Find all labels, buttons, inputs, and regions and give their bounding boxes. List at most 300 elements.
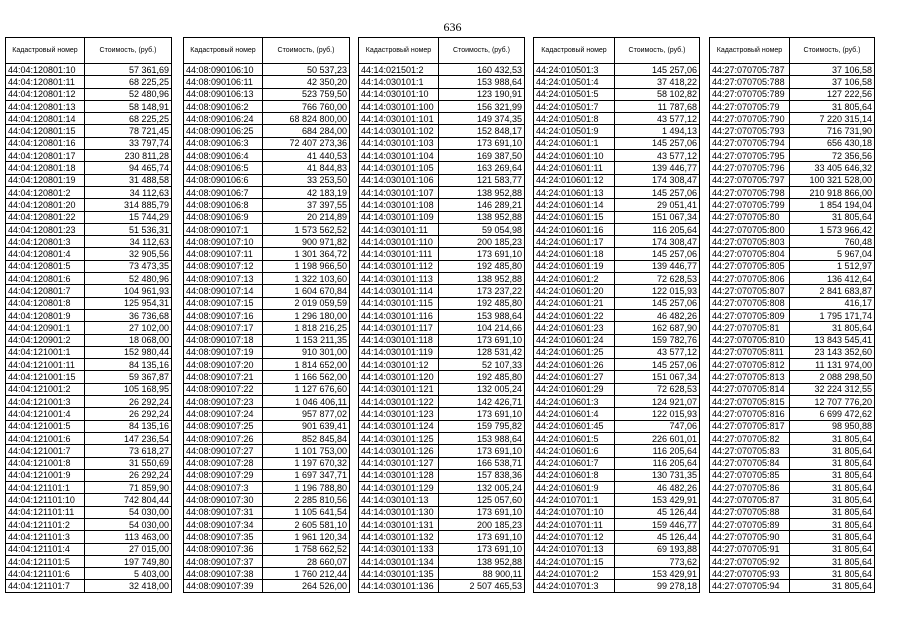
table-row xyxy=(534,64,700,76)
cadastral-number-cell: 44:08:090107:38 xyxy=(184,568,263,580)
cadastral-number-cell: 44:08:090107:16 xyxy=(184,309,263,321)
table-row xyxy=(710,432,875,444)
cadastral-number-cell: 44:14:030101:126 xyxy=(359,445,439,457)
table-row xyxy=(359,580,525,592)
table-header-row xyxy=(710,38,875,64)
table-row xyxy=(6,580,172,592)
table-row xyxy=(6,322,172,334)
cost-cell: 200 185,23 xyxy=(439,518,525,530)
table-row xyxy=(184,297,350,309)
cadastral-number-cell: 44:27:070705:795 xyxy=(710,150,790,162)
table-row xyxy=(534,137,700,149)
cost-cell: 31 805,64 xyxy=(790,580,875,592)
cadastral-number-cell: 44:14:030101:101 xyxy=(359,113,439,125)
cadastral-number-cell: 44:24:010701:15 xyxy=(534,555,615,567)
cost-cell: 151 067,34 xyxy=(615,371,700,383)
cost-cell: 2 285 810,56 xyxy=(263,494,350,506)
cost-cell: 2 088 298,50 xyxy=(790,371,875,383)
table-row xyxy=(6,76,172,88)
cost-cell: 1 512,97 xyxy=(790,260,875,272)
cadastral-number-cell: 44:24:010601:23 xyxy=(534,322,615,334)
cost-cell: 153 988,64 xyxy=(439,432,525,444)
cadastral-number-cell: 44:24:010601:22 xyxy=(534,309,615,321)
cadastral-number-cell: 44:08:090107:17 xyxy=(184,322,263,334)
cadastral-number-cell: 44:24:010601:5 xyxy=(534,432,615,444)
table-row xyxy=(6,383,172,395)
cost-cell: 127 222,56 xyxy=(790,88,875,100)
cost-cell: 1 046 406,11 xyxy=(263,396,350,408)
cadastral-number-header: Кадастровый номер xyxy=(359,38,439,64)
cost-cell: 2 605 581,10 xyxy=(263,518,350,530)
cadastral-number-cell: 44:08:090106:7 xyxy=(184,186,263,198)
cadastral-number-cell: 44:14:030101:103 xyxy=(359,137,439,149)
cadastral-number-cell: 44:24:010601:21 xyxy=(534,297,615,309)
cost-cell: 7 220 315,14 xyxy=(790,113,875,125)
cadastral-number-cell: 44:27:070705:82 xyxy=(710,432,790,444)
cost-cell: 45 126,44 xyxy=(615,506,700,518)
cost-cell: 147 236,54 xyxy=(85,432,172,444)
table-row xyxy=(6,113,172,125)
cadastral-number-cell: 44:14:030101:129 xyxy=(359,482,439,494)
table-row xyxy=(184,174,350,186)
cost-cell: 153 429,91 xyxy=(615,568,700,580)
table-row xyxy=(534,543,700,555)
table-row xyxy=(6,359,172,371)
cost-cell: 142 426,71 xyxy=(439,396,525,408)
cadastral-number-cell: 44:08:090107:15 xyxy=(184,297,263,309)
cost-cell: 88 900,11 xyxy=(439,568,525,580)
cost-cell: 31 805,64 xyxy=(790,469,875,481)
table-row xyxy=(6,285,172,297)
cost-cell: 31 805,64 xyxy=(790,568,875,580)
cost-cell: 57 361,69 xyxy=(85,64,172,76)
cadastral-number-cell: 44:14:030101:10 xyxy=(359,88,439,100)
cadastral-number-cell: 44:08:090107:13 xyxy=(184,273,263,285)
cadastral-number-cell: 44:27:070705:83 xyxy=(710,445,790,457)
cadastral-number-cell: 44:24:010601:19 xyxy=(534,260,615,272)
table-row xyxy=(359,186,525,198)
cadastral-number-cell: 44:08:090107:31 xyxy=(184,506,263,518)
table-row xyxy=(534,285,700,297)
cost-cell: 160 432,53 xyxy=(439,64,525,76)
cost-cell: 1 296 180,00 xyxy=(263,309,350,321)
table-row xyxy=(359,100,525,112)
cadastral-number-cell: 44:24:010601:13 xyxy=(534,186,615,198)
cadastral-number-cell: 44:14:030101:120 xyxy=(359,371,439,383)
cost-cell: 37 106,58 xyxy=(790,64,875,76)
table-row xyxy=(534,359,700,371)
cadastral-number-cell: 44:27:070705:810 xyxy=(710,334,790,346)
cadastral-number-cell: 44:27:070705:806 xyxy=(710,273,790,285)
cost-cell: 1 301 364,72 xyxy=(263,248,350,260)
cadastral-number-cell: 44:24:010601:27 xyxy=(534,371,615,383)
cadastral-number-cell: 44:08:090107:36 xyxy=(184,543,263,555)
cost-cell: 5 403,00 xyxy=(85,568,172,580)
cadastral-number-cell: 44:14:021501:2 xyxy=(359,64,439,76)
table-row xyxy=(184,469,350,481)
table-row xyxy=(710,568,875,580)
cost-cell: 59 054,98 xyxy=(439,223,525,235)
cost-cell: 153 988,64 xyxy=(439,76,525,88)
cost-cell: 31 550,69 xyxy=(85,457,172,469)
cadastral-number-cell: 44:27:070705:805 xyxy=(710,260,790,272)
cost-cell: 1 760 212,44 xyxy=(263,568,350,580)
table-row xyxy=(710,420,875,432)
cadastral-number-cell: 44:27:070705:807 xyxy=(710,285,790,297)
cadastral-number-cell: 44:04:120801:16 xyxy=(6,137,85,149)
table-row xyxy=(534,482,700,494)
cost-cell: 36 736,68 xyxy=(85,309,172,321)
cost-cell: 43 577,12 xyxy=(615,346,700,358)
cadastral-number-cell: 44:14:030101:121 xyxy=(359,383,439,395)
cost-cell: 1 854 194,04 xyxy=(790,199,875,211)
table-row xyxy=(710,518,875,530)
table-row xyxy=(359,322,525,334)
table-row xyxy=(534,100,700,112)
table-row xyxy=(710,531,875,543)
cadastral-number-cell: 44:24:010501:7 xyxy=(534,100,615,112)
cost-cell: 23 143 352,60 xyxy=(790,346,875,358)
cost-cell: 173 691,10 xyxy=(439,445,525,457)
cost-cell: 42 350,20 xyxy=(263,76,350,88)
table-row xyxy=(534,518,700,530)
table-row xyxy=(184,236,350,248)
cost-cell: 1 197 670,32 xyxy=(263,457,350,469)
table-row xyxy=(184,273,350,285)
table-row xyxy=(6,371,172,383)
table-header-row xyxy=(359,38,525,64)
cadastral-number-cell: 44:04:120801:14 xyxy=(6,113,85,125)
table-row xyxy=(184,359,350,371)
cost-cell: 121 583,77 xyxy=(439,174,525,186)
cadastral-number-cell: 44:04:121101:7 xyxy=(6,580,85,592)
table-row xyxy=(184,248,350,260)
table-row xyxy=(6,236,172,248)
cost-cell: 71 859,90 xyxy=(85,482,172,494)
cadastral-number-cell: 44:08:090107:19 xyxy=(184,346,263,358)
cadastral-number-cell: 44:08:090106:10 xyxy=(184,64,263,76)
cost-cell: 15 744,29 xyxy=(85,211,172,223)
cost-cell: 31 805,64 xyxy=(790,531,875,543)
cost-cell: 684 284,00 xyxy=(263,125,350,137)
cadastral-number-header: Кадастровый номер xyxy=(534,38,615,64)
cost-cell: 68 824 800,00 xyxy=(263,113,350,125)
cadastral-number-cell: 44:04:121101:10 xyxy=(6,494,85,506)
cost-cell: 31 805,64 xyxy=(790,518,875,530)
cadastral-number-cell: 44:08:090107:39 xyxy=(184,580,263,592)
table-row xyxy=(534,555,700,567)
cadastral-number-cell: 44:04:120801:5 xyxy=(6,260,85,272)
cost-cell: 226 601,01 xyxy=(615,432,700,444)
cadastral-number-cell: 44:08:090107:20 xyxy=(184,359,263,371)
table-row xyxy=(534,371,700,383)
table-row xyxy=(710,322,875,334)
cost-cell: 1 127 676,60 xyxy=(263,383,350,395)
cadastral-number-header: Кадастровый номер xyxy=(6,38,85,64)
cost-cell: 51 536,31 xyxy=(85,223,172,235)
table-row xyxy=(534,445,700,457)
table-row xyxy=(710,211,875,223)
cost-cell: 31 805,64 xyxy=(790,494,875,506)
cost-cell: 37 397,55 xyxy=(263,199,350,211)
cost-cell: 45 126,44 xyxy=(615,531,700,543)
table-row xyxy=(6,543,172,555)
cost-cell: 68 225,25 xyxy=(85,76,172,88)
cost-cell: 37 106,58 xyxy=(790,76,875,88)
cost-cell: 52 480,96 xyxy=(85,88,172,100)
table-row xyxy=(534,199,700,211)
table-row xyxy=(359,396,525,408)
cost-cell: 59 367,87 xyxy=(85,371,172,383)
table-row xyxy=(184,334,350,346)
cost-cell: 192 485,80 xyxy=(439,260,525,272)
cadastral-number-cell: 44:04:121001:11 xyxy=(6,359,85,371)
cadastral-number-cell: 44:24:010501:5 xyxy=(534,88,615,100)
table-row xyxy=(184,506,350,518)
cadastral-number-cell: 44:24:010701:3 xyxy=(534,580,615,592)
cost-cell: 132 005,24 xyxy=(439,482,525,494)
cadastral-number-cell: 44:08:090106:6 xyxy=(184,174,263,186)
cadastral-number-cell: 44:04:120801:22 xyxy=(6,211,85,223)
cadastral-number-cell: 44:24:010601:18 xyxy=(534,248,615,260)
table-row xyxy=(184,445,350,457)
table-header-row xyxy=(534,38,700,64)
cost-cell: 1 573 562,52 xyxy=(263,223,350,235)
table-row xyxy=(184,125,350,137)
cadastral-number-cell: 44:04:121001:3 xyxy=(6,396,85,408)
cadastral-number-cell: 44:24:010601:20 xyxy=(534,285,615,297)
cost-cell: 159 446,77 xyxy=(615,518,700,530)
table-row xyxy=(359,482,525,494)
table-row xyxy=(359,260,525,272)
table-row xyxy=(359,236,525,248)
table-row xyxy=(359,568,525,580)
cadastral-number-cell: 44:27:070705:816 xyxy=(710,408,790,420)
table-row xyxy=(359,76,525,88)
cadastral-number-cell: 44:27:070705:814 xyxy=(710,383,790,395)
cadastral-number-cell: 44:04:121001:1 xyxy=(6,346,85,358)
table-row xyxy=(710,273,875,285)
table-row xyxy=(184,383,350,395)
table-row xyxy=(184,186,350,198)
cadastral-number-cell: 44:27:070705:787 xyxy=(710,64,790,76)
table-row xyxy=(6,555,172,567)
table-row xyxy=(6,445,172,457)
cost-cell: 173 691,10 xyxy=(439,137,525,149)
cadastral-number-cell: 44:08:090107:11 xyxy=(184,248,263,260)
table-row xyxy=(534,531,700,543)
table-row xyxy=(534,186,700,198)
cadastral-number-cell: 44:27:070705:789 xyxy=(710,88,790,100)
cost-cell: 1 961 120,34 xyxy=(263,531,350,543)
cadastral-number-cell: 44:27:070705:80 xyxy=(710,211,790,223)
cadastral-number-cell: 44:27:070705:809 xyxy=(710,309,790,321)
cadastral-number-cell: 44:24:010601:15 xyxy=(534,211,615,223)
table-row xyxy=(184,64,350,76)
cost-cell: 72 628,53 xyxy=(615,273,700,285)
table-row xyxy=(6,457,172,469)
table-row xyxy=(359,174,525,186)
cost-cell: 54 030,00 xyxy=(85,506,172,518)
cost-header: Стоимость, (руб.) xyxy=(439,38,525,64)
table-row xyxy=(184,408,350,420)
cost-cell: 264 526,00 xyxy=(263,580,350,592)
cost-cell: 173 691,10 xyxy=(439,408,525,420)
table-row xyxy=(6,482,172,494)
cost-cell: 26 292,24 xyxy=(85,396,172,408)
cadastral-number-cell: 44:14:030101:131 xyxy=(359,518,439,530)
cost-cell: 18 068,00 xyxy=(85,334,172,346)
table-row xyxy=(710,248,875,260)
table-row xyxy=(710,88,875,100)
cadastral-number-cell: 44:27:070705:84 xyxy=(710,457,790,469)
cost-cell: 105 168,95 xyxy=(85,383,172,395)
cost-cell: 72 407 273,36 xyxy=(263,137,350,149)
table-row xyxy=(359,420,525,432)
cost-cell: 46 482,26 xyxy=(615,309,700,321)
cadastral-number-cell: 44:04:120801:6 xyxy=(6,273,85,285)
cadastral-number-cell: 44:27:070705:85 xyxy=(710,469,790,481)
cost-cell: 73 473,35 xyxy=(85,260,172,272)
cost-cell: 197 749,80 xyxy=(85,555,172,567)
table-row xyxy=(710,100,875,112)
cadastral-number-cell: 44:24:010601:14 xyxy=(534,199,615,211)
cost-cell: 116 205,64 xyxy=(615,445,700,457)
cadastral-number-cell: 44:04:121001:4 xyxy=(6,408,85,420)
cadastral-number-cell: 44:14:030101:136 xyxy=(359,580,439,592)
table-row xyxy=(359,432,525,444)
cost-cell: 139 446,77 xyxy=(615,162,700,174)
cost-cell: 29 051,41 xyxy=(615,199,700,211)
cost-cell: 2 019 059,59 xyxy=(263,297,350,309)
cost-cell: 192 485,80 xyxy=(439,371,525,383)
table-row xyxy=(359,137,525,149)
cost-cell: 33 405 646,32 xyxy=(790,162,875,174)
cadastral-number-cell: 44:24:010501:4 xyxy=(534,76,615,88)
cost-cell: 1 814 652,00 xyxy=(263,359,350,371)
table-row xyxy=(359,199,525,211)
cadastral-number-cell: 44:08:090106:9 xyxy=(184,211,263,223)
table-row xyxy=(359,248,525,260)
cost-table-3 xyxy=(358,37,525,593)
cost-cell: 138 952,88 xyxy=(439,211,525,223)
table-row xyxy=(359,223,525,235)
cost-cell: 98 950,88 xyxy=(790,420,875,432)
table-row xyxy=(6,64,172,76)
cadastral-number-cell: 44:08:090107:10 xyxy=(184,236,263,248)
table-row xyxy=(184,580,350,592)
cost-cell: 145 257,06 xyxy=(615,297,700,309)
table-row xyxy=(6,273,172,285)
cost-cell: 20 214,89 xyxy=(263,211,350,223)
cost-cell: 210 918 866,00 xyxy=(790,186,875,198)
cost-cell: 145 257,06 xyxy=(615,137,700,149)
cadastral-number-cell: 44:24:010701:11 xyxy=(534,518,615,530)
cost-cell: 5 967,04 xyxy=(790,248,875,260)
table-row xyxy=(534,420,700,432)
cadastral-number-cell: 44:08:090107:26 xyxy=(184,432,263,444)
cadastral-number-cell: 44:24:010601:25 xyxy=(534,346,615,358)
table-row xyxy=(184,76,350,88)
table-row xyxy=(359,150,525,162)
cadastral-number-cell: 44:14:030101:134 xyxy=(359,555,439,567)
table-row xyxy=(534,125,700,137)
cadastral-number-cell: 44:27:070705:798 xyxy=(710,186,790,198)
table-row xyxy=(710,555,875,567)
table-row xyxy=(359,506,525,518)
table-row xyxy=(6,248,172,260)
cadastral-number-cell: 44:14:030101:128 xyxy=(359,469,439,481)
cadastral-number-cell: 44:27:070705:89 xyxy=(710,518,790,530)
cost-cell: 31 805,64 xyxy=(790,211,875,223)
table-row xyxy=(359,64,525,76)
cadastral-number-cell: 44:14:030101:119 xyxy=(359,346,439,358)
cadastral-number-cell: 44:08:090107:29 xyxy=(184,469,263,481)
cost-cell: 2 841 683,87 xyxy=(790,285,875,297)
cadastral-number-cell: 44:24:010701:1 xyxy=(534,494,615,506)
table-row xyxy=(6,150,172,162)
cadastral-number-cell: 44:08:090107:3 xyxy=(184,482,263,494)
cost-cell: 145 257,06 xyxy=(615,248,700,260)
table-row xyxy=(534,150,700,162)
cost-cell: 26 292,24 xyxy=(85,408,172,420)
cost-cell: 163 269,64 xyxy=(439,162,525,174)
cost-cell: 146 289,21 xyxy=(439,199,525,211)
cadastral-number-cell: 44:04:120801:3 xyxy=(6,236,85,248)
cost-cell: 41 844,83 xyxy=(263,162,350,174)
table-row xyxy=(710,383,875,395)
cadastral-number-cell: 44:27:070705:79 xyxy=(710,100,790,112)
table-row xyxy=(184,309,350,321)
table-row xyxy=(359,469,525,481)
cadastral-number-cell: 44:27:070705:87 xyxy=(710,494,790,506)
cadastral-number-cell: 44:04:121101:1 xyxy=(6,482,85,494)
cost-cell: 173 691,10 xyxy=(439,248,525,260)
table-row xyxy=(534,580,700,592)
table-row xyxy=(534,211,700,223)
cost-table-1 xyxy=(5,37,172,593)
cadastral-number-cell: 44:04:121001:6 xyxy=(6,432,85,444)
table-row xyxy=(6,199,172,211)
cost-cell: 138 952,88 xyxy=(439,186,525,198)
cadastral-number-cell: 44:24:010601:1 xyxy=(534,137,615,149)
cadastral-number-cell: 44:14:030101:110 xyxy=(359,236,439,248)
table-row xyxy=(710,457,875,469)
table-row xyxy=(6,408,172,420)
cadastral-number-cell: 44:14:030101:122 xyxy=(359,396,439,408)
cadastral-number-cell: 44:04:121001:9 xyxy=(6,469,85,481)
cost-cell: 200 185,23 xyxy=(439,236,525,248)
cost-cell: 31 805,64 xyxy=(790,322,875,334)
cadastral-number-cell: 44:27:070705:796 xyxy=(710,162,790,174)
cadastral-number-cell: 44:14:030101:107 xyxy=(359,186,439,198)
table-row xyxy=(534,309,700,321)
cadastral-number-cell: 44:14:030101:1 xyxy=(359,76,439,88)
cost-cell: 41 440,53 xyxy=(263,150,350,162)
cost-cell: 174 308,47 xyxy=(615,236,700,248)
cadastral-number-cell: 44:27:070705:788 xyxy=(710,76,790,88)
table-row xyxy=(534,236,700,248)
table-row xyxy=(184,322,350,334)
cadastral-number-cell: 44:24:010701:13 xyxy=(534,543,615,555)
table-row xyxy=(710,543,875,555)
table-row xyxy=(6,568,172,580)
cost-cell: 1 105 641,54 xyxy=(263,506,350,518)
cost-cell: 2 507 465,53 xyxy=(439,580,525,592)
cost-cell: 766 760,00 xyxy=(263,100,350,112)
table-row xyxy=(6,211,172,223)
cadastral-number-cell: 44:27:070705:797 xyxy=(710,174,790,186)
